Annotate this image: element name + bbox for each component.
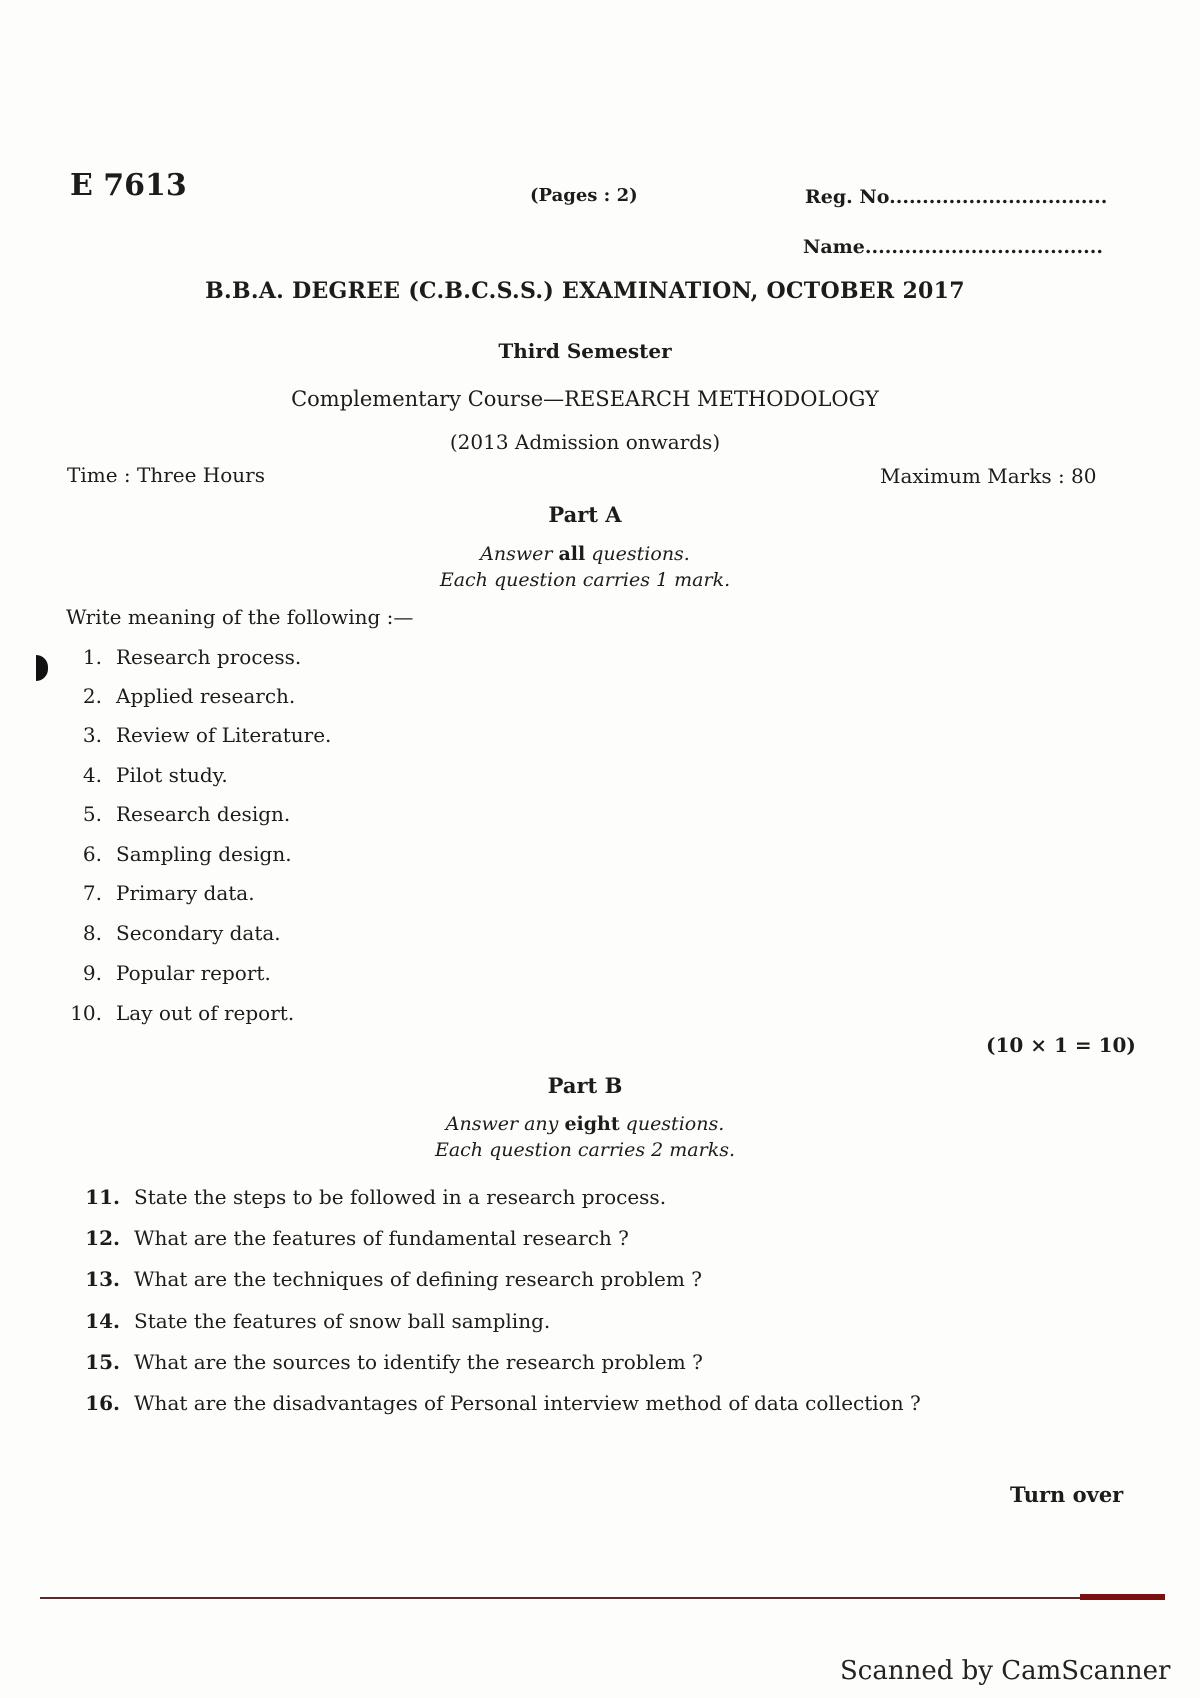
- question-text: Research design.: [116, 802, 291, 826]
- part-a-title: Part A: [548, 502, 622, 527]
- question-text: Primary data.: [116, 881, 255, 905]
- scanner-watermark: Scanned by CamScanner: [840, 1656, 1171, 1686]
- question-text: Pilot study.: [116, 763, 228, 787]
- punch-hole-mark: [36, 655, 48, 681]
- maximum-marks: Maximum Marks : 80: [880, 464, 1097, 488]
- part-b-instruction-bold: eight: [564, 1113, 620, 1135]
- question-number: 11.: [85, 1185, 120, 1209]
- question-item: [60, 802, 290, 826]
- part-a-instruction-post: questions.: [585, 543, 690, 565]
- part-a-instruction-bold: all: [558, 543, 586, 565]
- question-number: 9.: [82, 961, 102, 985]
- semester-title: Third Semester: [498, 339, 672, 363]
- question-item: [60, 961, 271, 985]
- question-text: What are the features of fundamental research ?: [134, 1226, 629, 1250]
- question-item: [84, 1350, 703, 1374]
- question-number: 12.: [85, 1226, 120, 1250]
- part-a-instruction-pre: Answer: [480, 543, 559, 565]
- part-b-instruction-pre: Answer any: [445, 1113, 565, 1135]
- question-item: [84, 1185, 666, 1209]
- part-b-instruction: [0, 1113, 1170, 1135]
- part-b-marks-line: Each question carries 2 marks.: [434, 1139, 736, 1161]
- page-bottom-rule-accent: [1080, 1594, 1165, 1600]
- name-field: Name....................................: [803, 236, 1104, 258]
- question-text: Sampling design.: [116, 842, 292, 866]
- question-text: Review of Literature.: [116, 723, 332, 747]
- question-item: [84, 1267, 702, 1291]
- paper-code: E 7613: [70, 168, 187, 203]
- part-a-lead: Write meaning of the following :—: [66, 605, 414, 629]
- question-number: 14.: [85, 1309, 120, 1333]
- question-number: 3.: [82, 723, 102, 747]
- part-b-title: Part B: [547, 1073, 623, 1098]
- part-b-instruction-post: questions.: [619, 1113, 725, 1135]
- question-item: [60, 684, 295, 708]
- part-a-marks-line: Each question carries 1 mark.: [439, 569, 731, 591]
- question-text: What are the techniques of defining research problem ?: [134, 1267, 702, 1291]
- question-number: 8.: [82, 921, 102, 945]
- question-text: State the features of snow ball sampling.: [134, 1309, 551, 1333]
- question-text: Applied research.: [116, 684, 296, 708]
- question-number: 1.: [82, 645, 102, 669]
- question-number: 10.: [70, 1001, 102, 1025]
- question-item: [60, 763, 228, 787]
- question-number: 5.: [82, 802, 102, 826]
- exam-title: B.B.A. DEGREE (C.B.C.S.S.) EXAMINATION, OCTOBER 2017: [205, 278, 965, 304]
- question-text: Research process.: [116, 645, 302, 669]
- question-number: 15.: [85, 1350, 120, 1374]
- question-text: What are the sources to identify the research problem ?: [134, 1350, 703, 1374]
- page-bottom-rule: [40, 1597, 1165, 1599]
- question-item: [60, 842, 292, 866]
- page-count: (Pages : 2): [530, 185, 638, 206]
- question-item: [60, 645, 301, 669]
- question-item: [84, 1309, 550, 1333]
- question-text: Popular report.: [116, 961, 271, 985]
- course-title: Complementary Course—RESEARCH METHODOLOGY: [291, 387, 879, 411]
- reg-no-field: Reg. No.................................: [805, 186, 1108, 208]
- question-number: 4.: [82, 763, 102, 787]
- question-item: [60, 921, 281, 945]
- question-number: 2.: [82, 684, 102, 708]
- question-item: [84, 1391, 921, 1415]
- question-item: [60, 881, 255, 905]
- question-text: State the steps to be followed in a research process.: [134, 1185, 667, 1209]
- part-a-marks-total: (10 × 1 = 10): [986, 1033, 1136, 1057]
- question-number: 16.: [85, 1391, 120, 1415]
- turn-over-note: Turn over: [1010, 1482, 1124, 1507]
- question-text: Secondary data.: [116, 921, 281, 945]
- question-number: 7.: [82, 881, 102, 905]
- question-text: Lay out of report.: [116, 1001, 295, 1025]
- question-item: [60, 1001, 294, 1025]
- part-a-instruction: [0, 543, 1170, 565]
- question-item: [84, 1226, 629, 1250]
- question-text: What are the disadvantages of Personal interview method of data collection ?: [134, 1391, 921, 1415]
- question-number: 13.: [85, 1267, 120, 1291]
- admission-note: (2013 Admission onwards): [449, 430, 721, 454]
- question-item: [60, 723, 331, 747]
- question-number: 6.: [82, 842, 102, 866]
- exam-duration: Time : Three Hours: [67, 463, 265, 487]
